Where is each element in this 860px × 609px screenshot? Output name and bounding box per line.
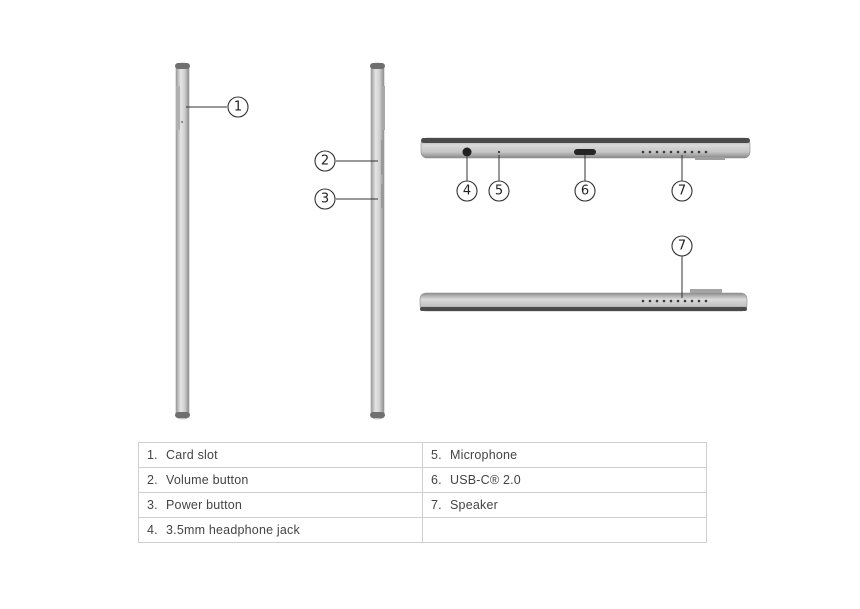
legend-label: Volume button <box>166 473 249 487</box>
legend-cell <box>139 493 423 518</box>
legend-row <box>139 468 707 493</box>
legend-number: 2. <box>147 473 158 487</box>
callout-7-top: 7 <box>677 238 687 254</box>
component-legend-table <box>138 442 707 543</box>
legend-cell <box>139 518 423 543</box>
legend-number: 3. <box>147 498 158 512</box>
legend-label: Speaker <box>450 498 498 512</box>
legend-row <box>139 518 707 543</box>
legend-number: 5. <box>431 448 442 462</box>
legend-cell <box>423 493 707 518</box>
card-slot-tray <box>176 86 180 130</box>
legend-cell <box>423 443 707 468</box>
headphone-jack-shape <box>463 148 472 157</box>
microphone-hole-shape <box>498 151 500 153</box>
callout-1: 1 <box>233 99 243 115</box>
legend-cell <box>139 468 423 493</box>
tablet-left-side-view <box>175 63 190 419</box>
callout-5: 5 <box>494 183 504 199</box>
tablet-top-edge-view <box>420 289 747 311</box>
callout-6: 6 <box>580 183 590 199</box>
legend-cell <box>139 443 423 468</box>
legend-label: Microphone <box>450 448 518 462</box>
callout-7-bottom: 7 <box>677 183 687 199</box>
callout-4: 4 <box>462 183 472 199</box>
legend-number: 1. <box>147 448 158 462</box>
callout-3: 3 <box>320 191 330 207</box>
legend-row <box>139 443 707 468</box>
legend-label: USB-C® 2.0 <box>450 473 521 487</box>
callout-2: 2 <box>320 153 330 169</box>
power-button-shape <box>381 184 384 208</box>
side-recess <box>382 86 385 130</box>
legend-row <box>139 493 707 518</box>
legend-cell-empty <box>423 518 707 543</box>
usb-c-port-shape <box>574 149 596 155</box>
tablet-right-side-view <box>370 63 385 419</box>
legend-number: 7. <box>431 498 442 512</box>
legend-label: Card slot <box>166 448 218 462</box>
legend-number: 6. <box>431 473 442 487</box>
legend-label: 3.5mm headphone jack <box>166 523 300 537</box>
legend-label: Power button <box>166 498 243 512</box>
volume-button-shape <box>381 140 384 175</box>
legend-cell <box>423 468 707 493</box>
legend-number: 4. <box>147 523 158 537</box>
